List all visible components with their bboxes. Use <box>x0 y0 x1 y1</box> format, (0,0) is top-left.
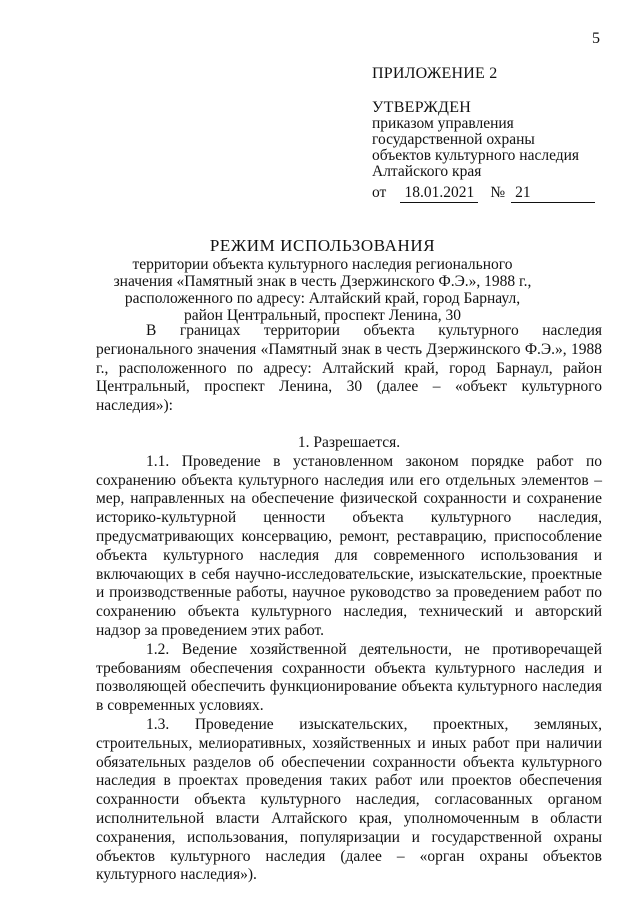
document-title <box>95 236 550 324</box>
title-line: территории объекта культурного наследия регионального <box>132 256 513 273</box>
appendix-label: ПРИЛОЖЕНИЕ 2 <box>372 65 498 82</box>
approval-date: 18.01.2021 <box>400 184 478 203</box>
approval-line: приказом управления <box>372 115 514 132</box>
section-heading: 1. Разрешается. <box>297 433 401 451</box>
title-line: расположенного по адресу: Алтайский край, город Барнаул, <box>124 290 521 307</box>
paragraph-1-3: 1.3. Проведение изыскательских, проектных, земляных, строительных, мелиоративных, хозяйственных и иных работ при наличии обязательных разделов об обеспечении сохранности объекта культурного наследия в проектах проведения таких работ или проектов обеспечения сохранности объекта культурного наследия, согласованных органом исполнительной власти Алтайского края, уполномоченным в области сохранения, использования, популяризации и государственной охраны объектов культурного наследия (далее – «орган охраны объектов культурного наследия»). <box>96 715 602 884</box>
title-line: значения «Памятный знак в честь Дзержинского Ф.Э.», 1988 г., <box>113 273 532 290</box>
intro-paragraph: В границах территории объекта культурного наследия регионального значения «Памятный знак в честь Дзержинского Ф.Э.», 1988 г., расположенного по адресу: Алтайский край, город Барнаул, район Центральный, проспект Ленина, 30 (далее – «объект культурного наследия»): <box>96 322 602 415</box>
approval-line: объектов культурного наследия <box>372 147 580 164</box>
approval-date-row <box>372 184 632 203</box>
paragraph-1-2: 1.2. Ведение хозяйственной деятельности, не противоречащей требованиям обеспечения сохранности объекта культурного наследия и позволяющей обеспечить функционирование объекта культурного наследия в современных условиях. <box>96 640 602 715</box>
document-body <box>96 322 602 885</box>
approved-label: УТВЕРЖДЕН <box>372 99 472 116</box>
approval-line: Алтайского края <box>372 163 482 180</box>
page-number: 5 <box>592 30 600 47</box>
paragraph-1-1: 1.1. Проведение в установленном законом порядке работ по сохранению объекта культурного наследия или его отдельных элементов – мер, направленных на обеспечение физической сохранности и сохранение историко-культурной ценности объекта культурного наследия, предусматривающих консервацию, ремонт, реставрацию, приспособление объекта культурного наследия для современного использования и включающих в себя научно-исследовательские, изыскательские, проектные и производственные работы, научное руководство за проведением работ по сохранению объекта культурного наследия, технический и авторский надзор за проведением этих работ. <box>96 452 602 639</box>
title-line: район Центральный, проспект Ленина, 30 <box>183 307 461 324</box>
title-main: РЕЖИМ ИСПОЛЬЗОВАНИЯ <box>209 236 436 255</box>
number-label: № <box>490 184 506 201</box>
from-label: от <box>372 184 387 201</box>
approval-block <box>372 65 632 203</box>
approval-number: 21 <box>511 184 595 203</box>
approval-line: государственной охраны <box>372 131 535 148</box>
